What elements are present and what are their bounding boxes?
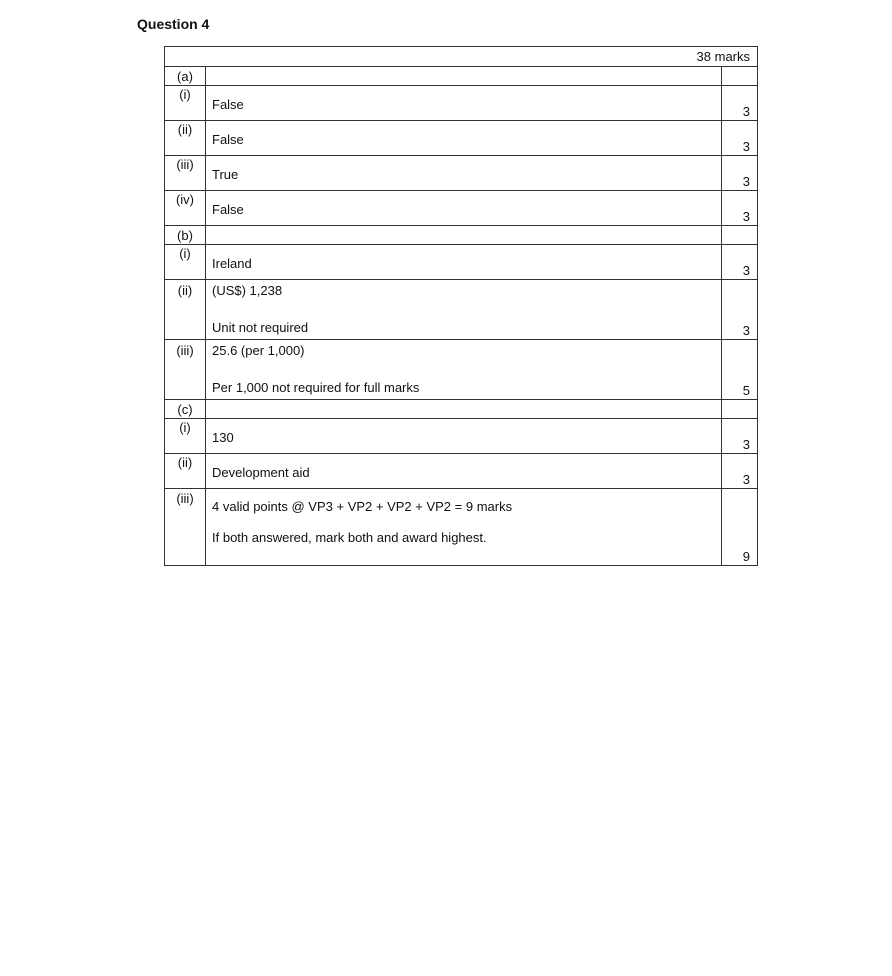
- item-marks: 3: [722, 280, 758, 340]
- table-row: [165, 280, 758, 340]
- item-marks: 3: [722, 191, 758, 226]
- section-label: (c): [165, 400, 206, 419]
- item-answer: False: [206, 191, 722, 226]
- item-answer: Ireland: [206, 245, 722, 280]
- table-row: [165, 245, 758, 280]
- item-note: Unit not required: [212, 320, 309, 335]
- item-marks: 5: [722, 340, 758, 400]
- item-marks: 3: [722, 121, 758, 156]
- section-label: (a): [165, 67, 206, 86]
- item-answer: 25.6 (per 1,000): [212, 343, 305, 358]
- table-row: [165, 156, 758, 191]
- item-answer: 130: [206, 419, 722, 454]
- item-marks: 3: [722, 245, 758, 280]
- section-label: (b): [165, 226, 206, 245]
- item-answer: 4 valid points @ VP3 + VP2 + VP2 + VP2 = 9 marks: [212, 499, 513, 514]
- table-row: [165, 340, 758, 400]
- table-row: [165, 489, 758, 566]
- question-heading: Question 4: [137, 16, 210, 32]
- item-marks: 9: [722, 489, 758, 566]
- section-row-b: [165, 226, 758, 245]
- item-answer-cell: [206, 489, 722, 566]
- item-label: (ii): [165, 454, 206, 489]
- total-row: [165, 47, 758, 67]
- item-answer: False: [206, 86, 722, 121]
- table-row: [165, 419, 758, 454]
- item-answer-cell: [206, 340, 722, 400]
- item-answer-cell: [206, 280, 722, 340]
- marking-scheme-table: [164, 46, 758, 566]
- item-marks: 3: [722, 86, 758, 121]
- item-answer: True: [206, 156, 722, 191]
- item-marks: 3: [722, 156, 758, 191]
- item-marks: 3: [722, 454, 758, 489]
- item-label: (i): [165, 419, 206, 454]
- item-label: (ii): [165, 121, 206, 156]
- total-marks: 38 marks: [165, 47, 758, 67]
- item-answer: False: [206, 121, 722, 156]
- item-answer: (US$) 1,238: [212, 283, 283, 298]
- table-row: [165, 191, 758, 226]
- section-row-a: [165, 67, 758, 86]
- item-label: (iv): [165, 191, 206, 226]
- item-marks: 3: [722, 419, 758, 454]
- table-row: [165, 86, 758, 121]
- item-note: Per 1,000 not required for full marks: [212, 380, 420, 395]
- item-label: (i): [165, 86, 206, 121]
- item-label: (i): [165, 245, 206, 280]
- section-row-c: [165, 400, 758, 419]
- item-label: (iii): [165, 340, 206, 400]
- item-note: If both answered, mark both and award highest.: [212, 530, 487, 545]
- table-row: [165, 121, 758, 156]
- item-label: (iii): [165, 489, 206, 566]
- item-answer: Development aid: [206, 454, 722, 489]
- item-label: (iii): [165, 156, 206, 191]
- item-label: (ii): [165, 280, 206, 340]
- table-row: [165, 454, 758, 489]
